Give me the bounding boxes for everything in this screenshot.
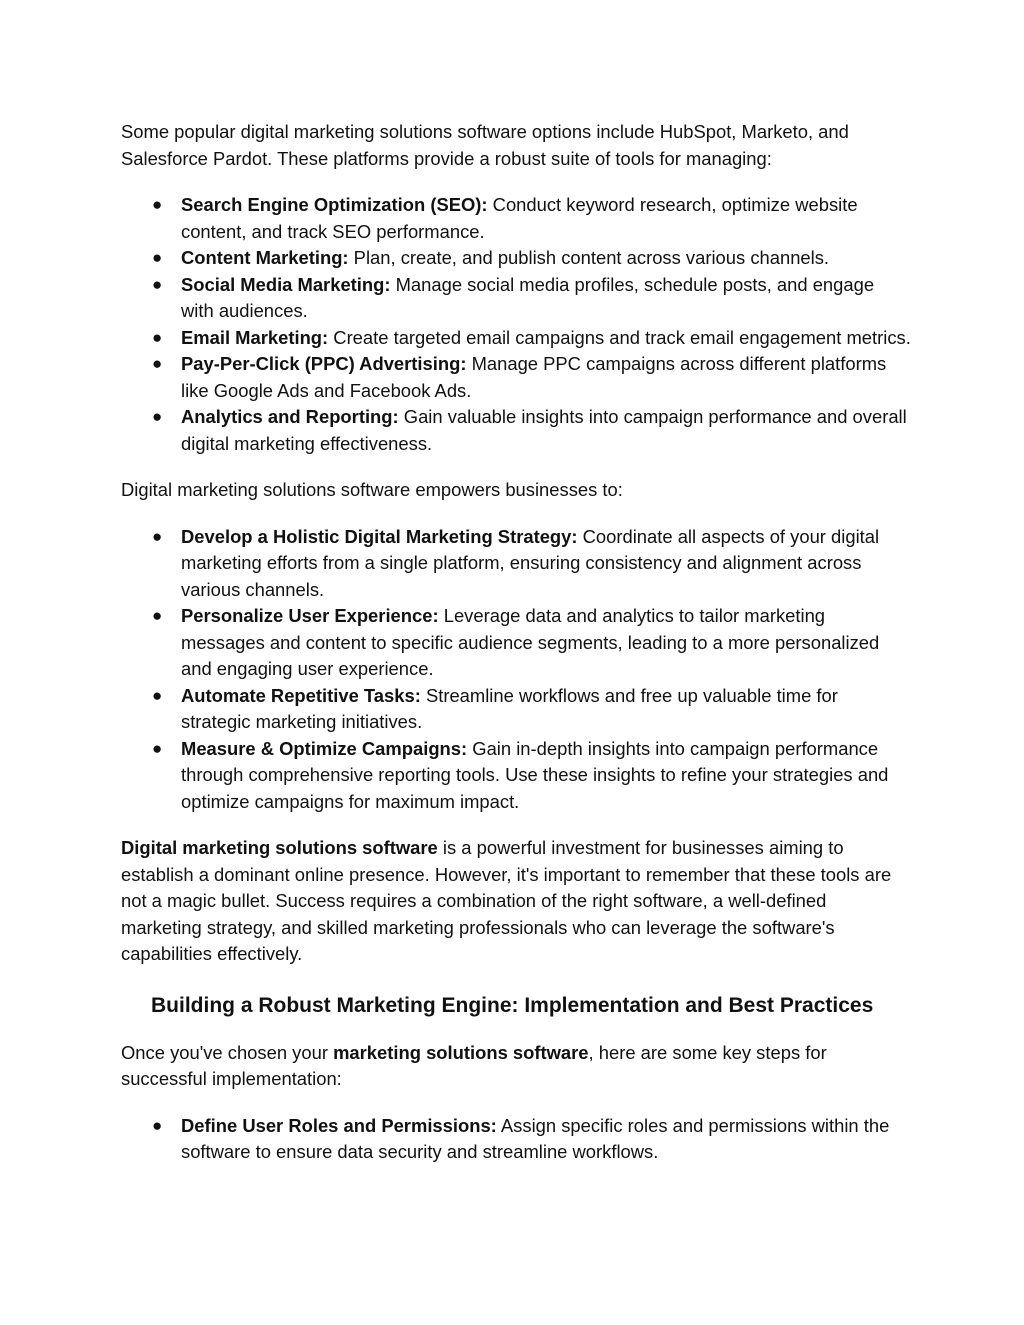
implementation-post: , here are some key steps for successful implementation: xyxy=(121,1041,827,1089)
list-item-text: Manage social media profiles, schedule posts, and engage with audiences. xyxy=(181,273,875,321)
list-item-text: Conduct keyword research, optimize website content, and track SEO performance. xyxy=(181,194,858,242)
document-page xyxy=(121,119,911,1166)
list-item xyxy=(121,683,911,736)
benefits-list xyxy=(121,524,911,816)
list-item-text: Manage PPC campaigns across different platforms like Google Ads and Facebook Ads. xyxy=(181,353,887,401)
list-item-title: Automate Repetitive Tasks: xyxy=(181,684,421,706)
bullet-icon: ● xyxy=(152,606,163,625)
list-item xyxy=(121,245,911,272)
intro-paragraph: Some popular digital marketing solutions software options include HubSpot, Marketo, and Salesforce Pardot. These platforms provide a robust suite of tools for managing: xyxy=(121,121,849,169)
bullet-icon: ● xyxy=(152,327,163,347)
implementation-pre: Once you've chosen your xyxy=(121,1041,334,1063)
list-item-title: Pay-Per-Click (PPC) Advertising: xyxy=(181,353,467,374)
bullet-icon: ● xyxy=(152,526,163,546)
list-item-text: Plan, create, and publish content across various channels. xyxy=(348,247,830,268)
list-item-title: Social Media Marketing: xyxy=(181,273,391,295)
investment-paragraph xyxy=(121,835,911,968)
list-item-text: Assign specific roles and permissions within the software to ensure data security and streamline workflows. xyxy=(181,1114,890,1162)
bullet-icon: ● xyxy=(152,1115,163,1135)
list-item xyxy=(121,524,911,604)
list-item xyxy=(121,192,911,245)
list-item-title: Personalize User Experience: xyxy=(181,605,439,626)
list-item xyxy=(121,351,911,404)
list-item-text: Create targeted email campaigns and track email engagement metrics. xyxy=(328,326,911,348)
list-item-title: Email Marketing: xyxy=(181,326,329,348)
bullet-icon: ● xyxy=(152,248,163,267)
list-item-text: Gain valuable insights into campaign performance and overall digital marketing effectiveness. xyxy=(181,406,907,454)
list-item-title: Define User Roles and Permissions: xyxy=(181,1114,497,1136)
list-item xyxy=(121,603,911,683)
list-item-text: Gain in-depth insights into campaign performance through comprehensive reporting tools. Use these insights to refine your strategies and optimize campaigns for maximum impact. xyxy=(181,737,889,812)
bullet-icon: ● xyxy=(152,685,163,705)
bullet-icon: ● xyxy=(152,407,163,426)
list-item xyxy=(121,736,911,816)
list-item xyxy=(121,1113,911,1166)
steps-list xyxy=(121,1113,911,1166)
list-item-title: Measure & Optimize Campaigns: xyxy=(181,737,468,759)
empowers-paragraph: Digital marketing solutions software empowers businesses to: xyxy=(121,479,623,500)
list-item-title: Content Marketing: xyxy=(181,247,349,268)
list-item-text: Coordinate all aspects of your digital marketing efforts from a single platform, ensuring consistency and alignment across various channels. xyxy=(181,525,880,600)
bullet-icon: ● xyxy=(152,738,163,758)
investment-text: is a powerful investment for businesses aiming to establish a dominant online presence. However, it's important to remember that these tools are not a magic bullet. Success requires a combination of the right software, a well-defined marketing strategy, and skilled marketing professionals who can leverage the software's capabilities effectively. xyxy=(121,837,892,964)
tools-list xyxy=(121,192,911,457)
section-heading: Building a Robust Marketing Engine: Implementation and Best Practices xyxy=(151,993,874,1017)
bullet-icon: ● xyxy=(152,274,163,294)
list-item xyxy=(121,272,911,325)
list-item xyxy=(121,325,911,352)
list-item-text: Leverage data and analytics to tailor marketing messages and content to specific audience segments, leading to a more personalized and engaging user experience. xyxy=(181,605,880,679)
list-item-title: Analytics and Reporting: xyxy=(181,406,399,427)
bullet-icon: ● xyxy=(152,354,163,373)
implementation-paragraph xyxy=(121,1040,911,1093)
implementation-bold: marketing solutions software xyxy=(333,1041,589,1063)
list-item-title: Search Engine Optimization (SEO): xyxy=(181,194,488,215)
investment-bold: Digital marketing solutions software xyxy=(121,837,438,858)
list-item-text: Streamline workflows and free up valuable time for strategic marketing initiatives. xyxy=(181,684,838,732)
list-item xyxy=(121,404,911,457)
list-item-title: Develop a Holistic Digital Marketing Strategy: xyxy=(181,525,578,547)
bullet-icon: ● xyxy=(152,195,163,214)
